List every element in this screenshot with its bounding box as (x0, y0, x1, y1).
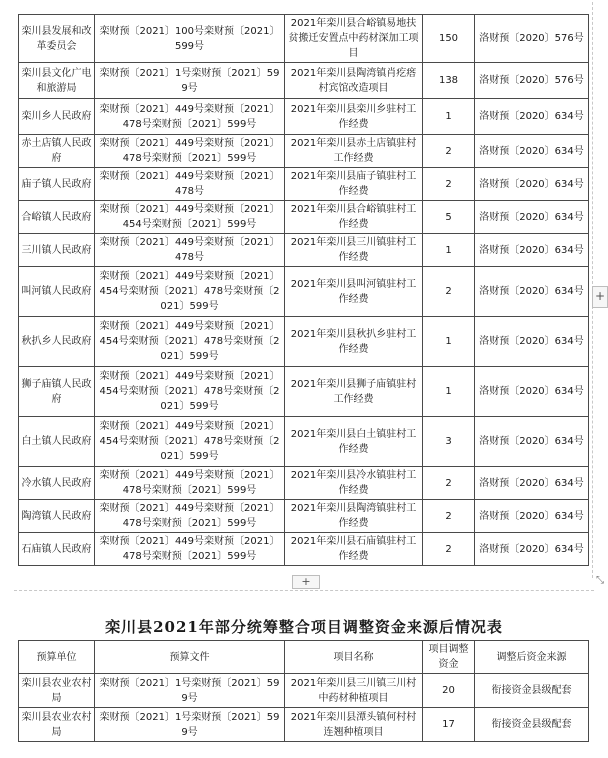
cell-doc: 栾财预〔2021〕449号栾财预〔2021〕454号栾财预〔2021〕599号 (95, 201, 285, 234)
cell-source: 洛财预〔2020〕634号 (475, 500, 589, 533)
header-amount: 项目调整资金 (423, 641, 475, 674)
cell-unit: 栾川县农业农村局 (19, 674, 95, 708)
table-row (19, 201, 589, 234)
cell-source: 洛财预〔2020〕634号 (475, 417, 589, 467)
cell-unit: 冷水镇人民政府 (19, 467, 95, 500)
cell-unit: 白土镇人民政府 (19, 417, 95, 467)
cell-doc: 栾财预〔2021〕1号栾财预〔2021〕599号 (95, 708, 285, 742)
table-row (19, 63, 589, 99)
cell-source: 洛财预〔2020〕576号 (475, 15, 589, 63)
table-row (19, 267, 589, 317)
cell-unit: 栾川县文化广电和旅游局 (19, 63, 95, 99)
cell-doc: 栾财预〔2021〕449号栾财预〔2021〕478号栾财预〔2021〕599号 (95, 533, 285, 566)
fund-table-continued (18, 14, 589, 566)
cell-amount: 2 (423, 500, 475, 533)
cell-doc: 栾财预〔2021〕449号栾财预〔2021〕478号栾财预〔2021〕599号 (95, 135, 285, 168)
table-resize-handle-icon[interactable]: ⤡ (596, 575, 604, 586)
add-row-button[interactable]: + (292, 575, 320, 589)
cell-amount: 2 (423, 533, 475, 566)
table-row (19, 708, 589, 742)
cell-unit: 栾川县农业农村局 (19, 708, 95, 742)
cell-project: 2021年栾川县三川镇驻村工作经费 (285, 234, 423, 267)
cell-amount: 1 (423, 99, 475, 135)
cell-unit: 狮子庙镇人民政府 (19, 367, 95, 417)
cell-amount: 5 (423, 201, 475, 234)
cell-doc: 栾财预〔2021〕449号栾财预〔2021〕478号 (95, 168, 285, 201)
cell-project: 2021年栾川县潭头镇何村村连翘种植项目 (285, 708, 423, 742)
cell-amount: 2 (423, 168, 475, 201)
table-header-row (19, 641, 589, 674)
cell-source: 洛财预〔2020〕634号 (475, 168, 589, 201)
cell-source: 洛财预〔2020〕576号 (475, 63, 589, 99)
table-row (19, 234, 589, 267)
cell-project: 2021年栾川县庙子镇驻村工作经费 (285, 168, 423, 201)
cell-project: 2021年栾川县叫河镇驻村工作经费 (285, 267, 423, 317)
page-margin-guide-horizontal (14, 590, 594, 591)
header-source: 调整后资金来源 (475, 641, 589, 674)
table-row (19, 467, 589, 500)
cell-unit: 三川镇人民政府 (19, 234, 95, 267)
cell-unit: 栾川乡人民政府 (19, 99, 95, 135)
cell-unit: 石庙镇人民政府 (19, 533, 95, 566)
table-row (19, 674, 589, 708)
table-row (19, 135, 589, 168)
cell-source: 衔接资金县级配套 (475, 674, 589, 708)
cell-unit: 陶湾镇人民政府 (19, 500, 95, 533)
cell-doc: 栾财预〔2021〕449号栾财预〔2021〕478号栾财预〔2021〕599号 (95, 99, 285, 135)
cell-project: 2021年栾川县栾川乡驻村工作经费 (285, 99, 423, 135)
cell-source: 洛财预〔2020〕634号 (475, 267, 589, 317)
adjusted-fund-source-table (18, 640, 589, 742)
cell-source: 洛财预〔2020〕634号 (475, 467, 589, 500)
header-project: 项目名称 (285, 641, 423, 674)
cell-source: 洛财预〔2020〕634号 (475, 99, 589, 135)
section-title: 栾川县2021年部分统筹整合项目调整资金来源后情况表 (105, 618, 503, 636)
cell-amount: 20 (423, 674, 475, 708)
cell-source: 洛财预〔2020〕634号 (475, 201, 589, 234)
cell-doc: 栾财预〔2021〕449号栾财预〔2021〕454号栾财预〔2021〕478号栾财预〔2021〕599号 (95, 367, 285, 417)
cell-project: 2021年栾川县赤土店镇驻村工作经费 (285, 135, 423, 168)
table-row (19, 367, 589, 417)
add-column-button[interactable]: + (592, 286, 608, 308)
cell-source: 洛财预〔2020〕634号 (475, 234, 589, 267)
table-row (19, 168, 589, 201)
cell-unit: 栾川县发展和改革委员会 (19, 15, 95, 63)
cell-unit: 叫河镇人民政府 (19, 267, 95, 317)
table-row (19, 15, 589, 63)
cell-doc: 栾财预〔2021〕1号栾财预〔2021〕599号 (95, 674, 285, 708)
cell-source: 衔接资金县级配套 (475, 708, 589, 742)
table-row (19, 533, 589, 566)
cell-doc: 栾财预〔2021〕449号栾财预〔2021〕454号栾财预〔2021〕478号栾财预〔2021〕599号 (95, 267, 285, 317)
cell-doc: 栾财预〔2021〕449号栾财预〔2021〕478号栾财预〔2021〕599号 (95, 467, 285, 500)
cell-doc: 栾财预〔2021〕1号栾财预〔2021〕599号 (95, 63, 285, 99)
cell-amount: 2 (423, 467, 475, 500)
header-unit: 预算单位 (19, 641, 95, 674)
cell-unit: 赤土店镇人民政府 (19, 135, 95, 168)
cell-project: 2021年栾川县秋扒乡驻村工作经费 (285, 317, 423, 367)
table-row (19, 500, 589, 533)
cell-source: 洛财预〔2020〕634号 (475, 317, 589, 367)
cell-doc: 栾财预〔2021〕449号栾财预〔2021〕454号栾财预〔2021〕478号栾财预〔2021〕599号 (95, 417, 285, 467)
cell-project: 2021年栾川县狮子庙镇驻村工作经费 (285, 367, 423, 417)
cell-amount: 1 (423, 367, 475, 417)
cell-amount: 3 (423, 417, 475, 467)
table-row (19, 99, 589, 135)
cell-source: 洛财预〔2020〕634号 (475, 533, 589, 566)
cell-amount: 1 (423, 317, 475, 367)
cell-unit: 庙子镇人民政府 (19, 168, 95, 201)
cell-unit: 秋扒乡人民政府 (19, 317, 95, 367)
cell-project: 2021年栾川县陶湾镇肖疙瘩村宾馆改造项目 (285, 63, 423, 99)
cell-project: 2021年栾川县冷水镇驻村工作经费 (285, 467, 423, 500)
cell-unit: 合峪镇人民政府 (19, 201, 95, 234)
cell-amount: 17 (423, 708, 475, 742)
table-row (19, 317, 589, 367)
cell-amount: 2 (423, 267, 475, 317)
cell-doc: 栾财预〔2021〕449号栾财预〔2021〕454号栾财预〔2021〕478号栾财预〔2021〕599号 (95, 317, 285, 367)
table-row (19, 417, 589, 467)
cell-project: 2021年栾川县合峪镇易地扶贫搬迁安置点中药材深加工项目 (285, 15, 423, 63)
cell-source: 洛财预〔2020〕634号 (475, 367, 589, 417)
cell-doc: 栾财预〔2021〕449号栾财预〔2021〕478号 (95, 234, 285, 267)
cell-source: 洛财预〔2020〕634号 (475, 135, 589, 168)
cell-project: 2021年栾川县三川镇三川村中药材种植项目 (285, 674, 423, 708)
cell-project: 2021年栾川县陶湾镇驻村工作经费 (285, 500, 423, 533)
cell-amount: 138 (423, 63, 475, 99)
cell-project: 2021年栾川县石庙镇驻村工作经费 (285, 533, 423, 566)
cell-doc: 栾财预〔2021〕449号栾财预〔2021〕478号栾财预〔2021〕599号 (95, 500, 285, 533)
cell-amount: 2 (423, 135, 475, 168)
header-doc: 预算文件 (95, 641, 285, 674)
cell-project: 2021年栾川县合峪镇驻村工作经费 (285, 201, 423, 234)
cell-amount: 150 (423, 15, 475, 63)
cell-doc: 栾财预〔2021〕100号栾财预〔2021〕599号 (95, 15, 285, 63)
cell-project: 2021年栾川县白土镇驻村工作经费 (285, 417, 423, 467)
cell-amount: 1 (423, 234, 475, 267)
